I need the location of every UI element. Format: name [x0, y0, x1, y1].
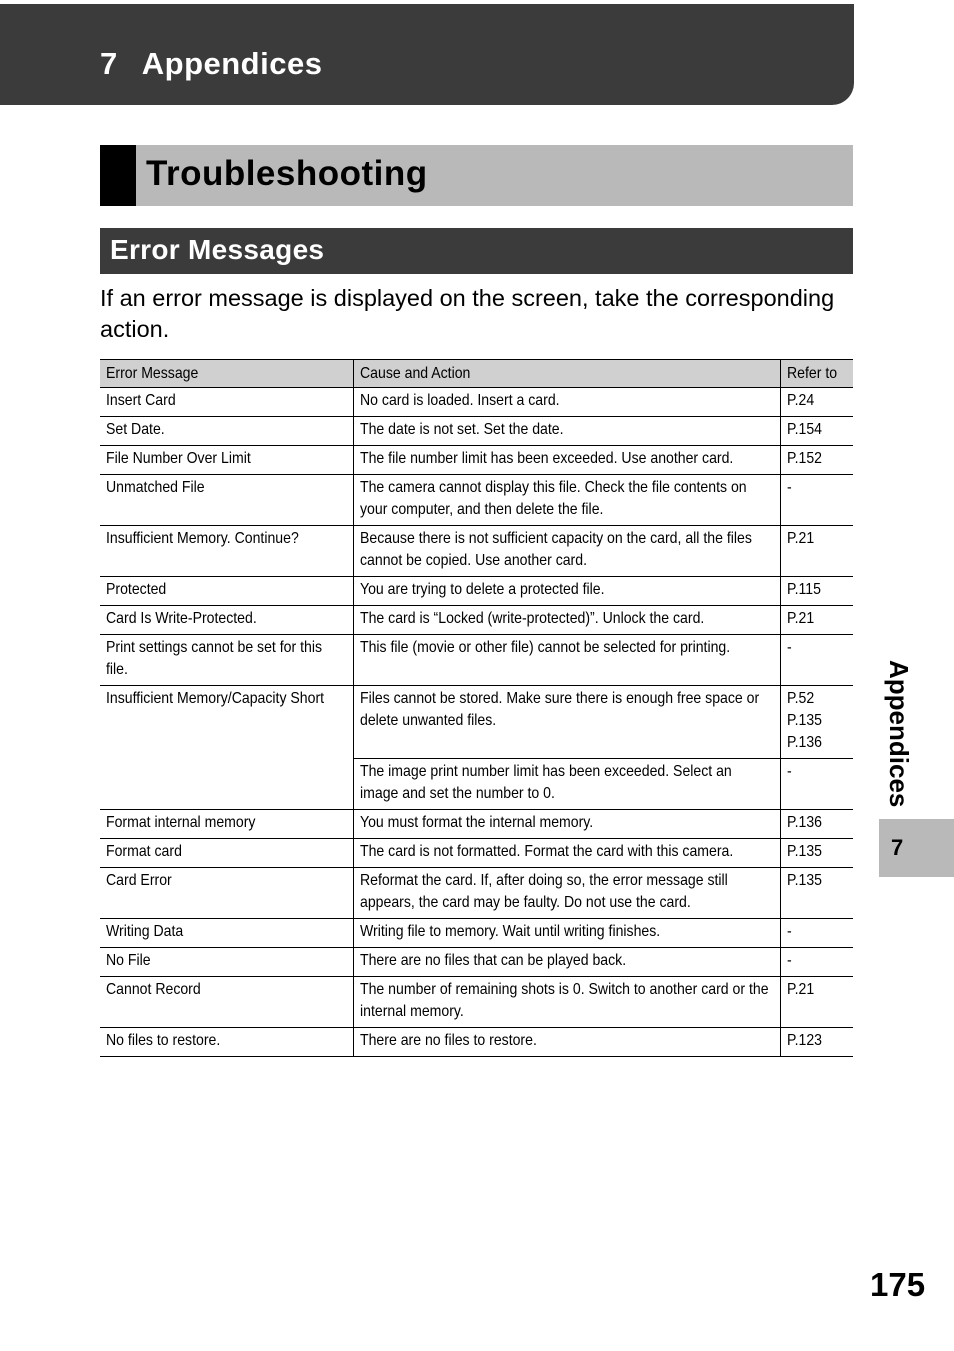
error-message-cell: Insufficient Memory/Capacity Short: [100, 686, 353, 810]
error-message-cell: Print settings cannot be set for this file.: [100, 635, 353, 686]
refer-to-cell: P.52 P.135 P.136: [780, 686, 853, 759]
refer-to-cell: P.115: [780, 577, 853, 606]
header-error-message: Error Message: [100, 360, 353, 388]
refer-to-cell: P.21: [780, 977, 853, 1028]
error-message-cell: Insert Card: [100, 388, 353, 417]
header-refer-to: Refer to: [780, 360, 853, 388]
chapter-title: [100, 46, 322, 82]
cause-action-cell: The date is not set. Set the date.: [353, 417, 780, 446]
refer-to-cell: P.136: [780, 810, 853, 839]
refer-to-cell: -: [780, 919, 853, 948]
cause-action-cell: Because there is not sufficient capacity on the card, all the files cannot be copied. Use another card.: [353, 526, 780, 577]
table-row: [100, 446, 853, 475]
table-row: [100, 919, 853, 948]
cause-action-cell: The card is “Locked (write-protected)”. Unlock the card.: [353, 606, 780, 635]
side-tab-number: 7: [891, 835, 904, 860]
error-message-cell: Card Is Write-Protected.: [100, 606, 353, 635]
refer-to-cell: P.21: [780, 606, 853, 635]
subsection-header-bar: [100, 228, 853, 274]
refer-to-cell: P.135: [780, 868, 853, 919]
table-row: [100, 475, 853, 526]
table-row: [100, 635, 853, 686]
error-message-cell: Unmatched File: [100, 475, 353, 526]
table-header-row: [100, 360, 853, 388]
refer-to-cell: P.123: [780, 1028, 853, 1057]
page-number: 175: [870, 1266, 926, 1303]
chapter-number: 7: [100, 46, 118, 81]
cause-action-cell: The image print number limit has been exceeded. Select an image and set the number to 0.: [353, 759, 780, 810]
table-row: [100, 948, 853, 977]
cause-action-cell: This file (movie or other file) cannot be selected for printing.: [353, 635, 780, 686]
error-message-cell: Writing Data: [100, 919, 353, 948]
table-row: [100, 606, 853, 635]
cause-action-cell: The card is not formatted. Format the card with this camera.: [353, 839, 780, 868]
error-message-cell: Format internal memory: [100, 810, 353, 839]
cause-action-cell: You are trying to delete a protected file.: [353, 577, 780, 606]
refer-to-cell: P.135: [780, 839, 853, 868]
table-row: [100, 526, 853, 577]
header-cause-action: Cause and Action: [353, 360, 780, 388]
table-row: [100, 810, 853, 839]
cause-action-cell: The camera cannot display this file. Check the file contents on your computer, and then delete the file.: [353, 475, 780, 526]
cause-action-cell: There are no files that can be played back.: [353, 948, 780, 977]
table-row: [100, 1028, 853, 1057]
cause-action-cell: The file number limit has been exceeded. Use another card.: [353, 446, 780, 475]
section-title: Troubleshooting: [146, 154, 428, 193]
cause-action-cell: No card is loaded. Insert a card.: [353, 388, 780, 417]
refer-to-cell: P.154: [780, 417, 853, 446]
error-message-cell: No File: [100, 948, 353, 977]
table-row: [100, 388, 853, 417]
section-header-bar: [100, 145, 853, 206]
error-message-cell: File Number Over Limit: [100, 446, 353, 475]
error-message-cell: Insufficient Memory. Continue?: [100, 526, 353, 577]
table-row: [100, 686, 853, 759]
cause-action-cell: You must format the internal memory.: [353, 810, 780, 839]
intro-paragraph: If an error message is displayed on the screen, take the corresponding action.: [100, 285, 835, 342]
error-message-table: [100, 359, 853, 1057]
side-tab-label: Appendices: [884, 660, 914, 808]
cause-action-cell: There are no files to restore.: [353, 1028, 780, 1057]
table-row: [100, 977, 853, 1028]
error-message-cell: Set Date.: [100, 417, 353, 446]
table-row: [100, 577, 853, 606]
table-row: [100, 417, 853, 446]
refer-to-cell: -: [780, 475, 853, 526]
table-row: [100, 839, 853, 868]
refer-to-cell: -: [780, 948, 853, 977]
error-message-cell: Format card: [100, 839, 353, 868]
cause-action-cell: The number of remaining shots is 0. Switch to another card or the internal memory.: [353, 977, 780, 1028]
cause-action-cell: Reformat the card. If, after doing so, the error message still appears, the card may be faulty. Do not use the card.: [353, 868, 780, 919]
error-message-cell: No files to restore.: [100, 1028, 353, 1057]
table-row: [100, 868, 853, 919]
refer-to-cell: -: [780, 759, 853, 810]
cause-action-cell: Files cannot be stored. Make sure there is enough free space or delete unwanted files.: [353, 686, 780, 759]
side-chapter-tab: [879, 819, 954, 877]
error-message-cell: Card Error: [100, 868, 353, 919]
refer-to-cell: P.21: [780, 526, 853, 577]
section-marker: [100, 145, 136, 206]
chapter-name: Appendices: [141, 46, 323, 81]
refer-to-cell: P.152: [780, 446, 853, 475]
subsection-title: Error Messages: [110, 234, 325, 265]
error-message-cell: Cannot Record: [100, 977, 353, 1028]
refer-to-cell: -: [780, 635, 853, 686]
cause-action-cell: Writing file to memory. Wait until writing finishes.: [353, 919, 780, 948]
error-message-cell: Protected: [100, 577, 353, 606]
refer-to-cell: P.24: [780, 388, 853, 417]
